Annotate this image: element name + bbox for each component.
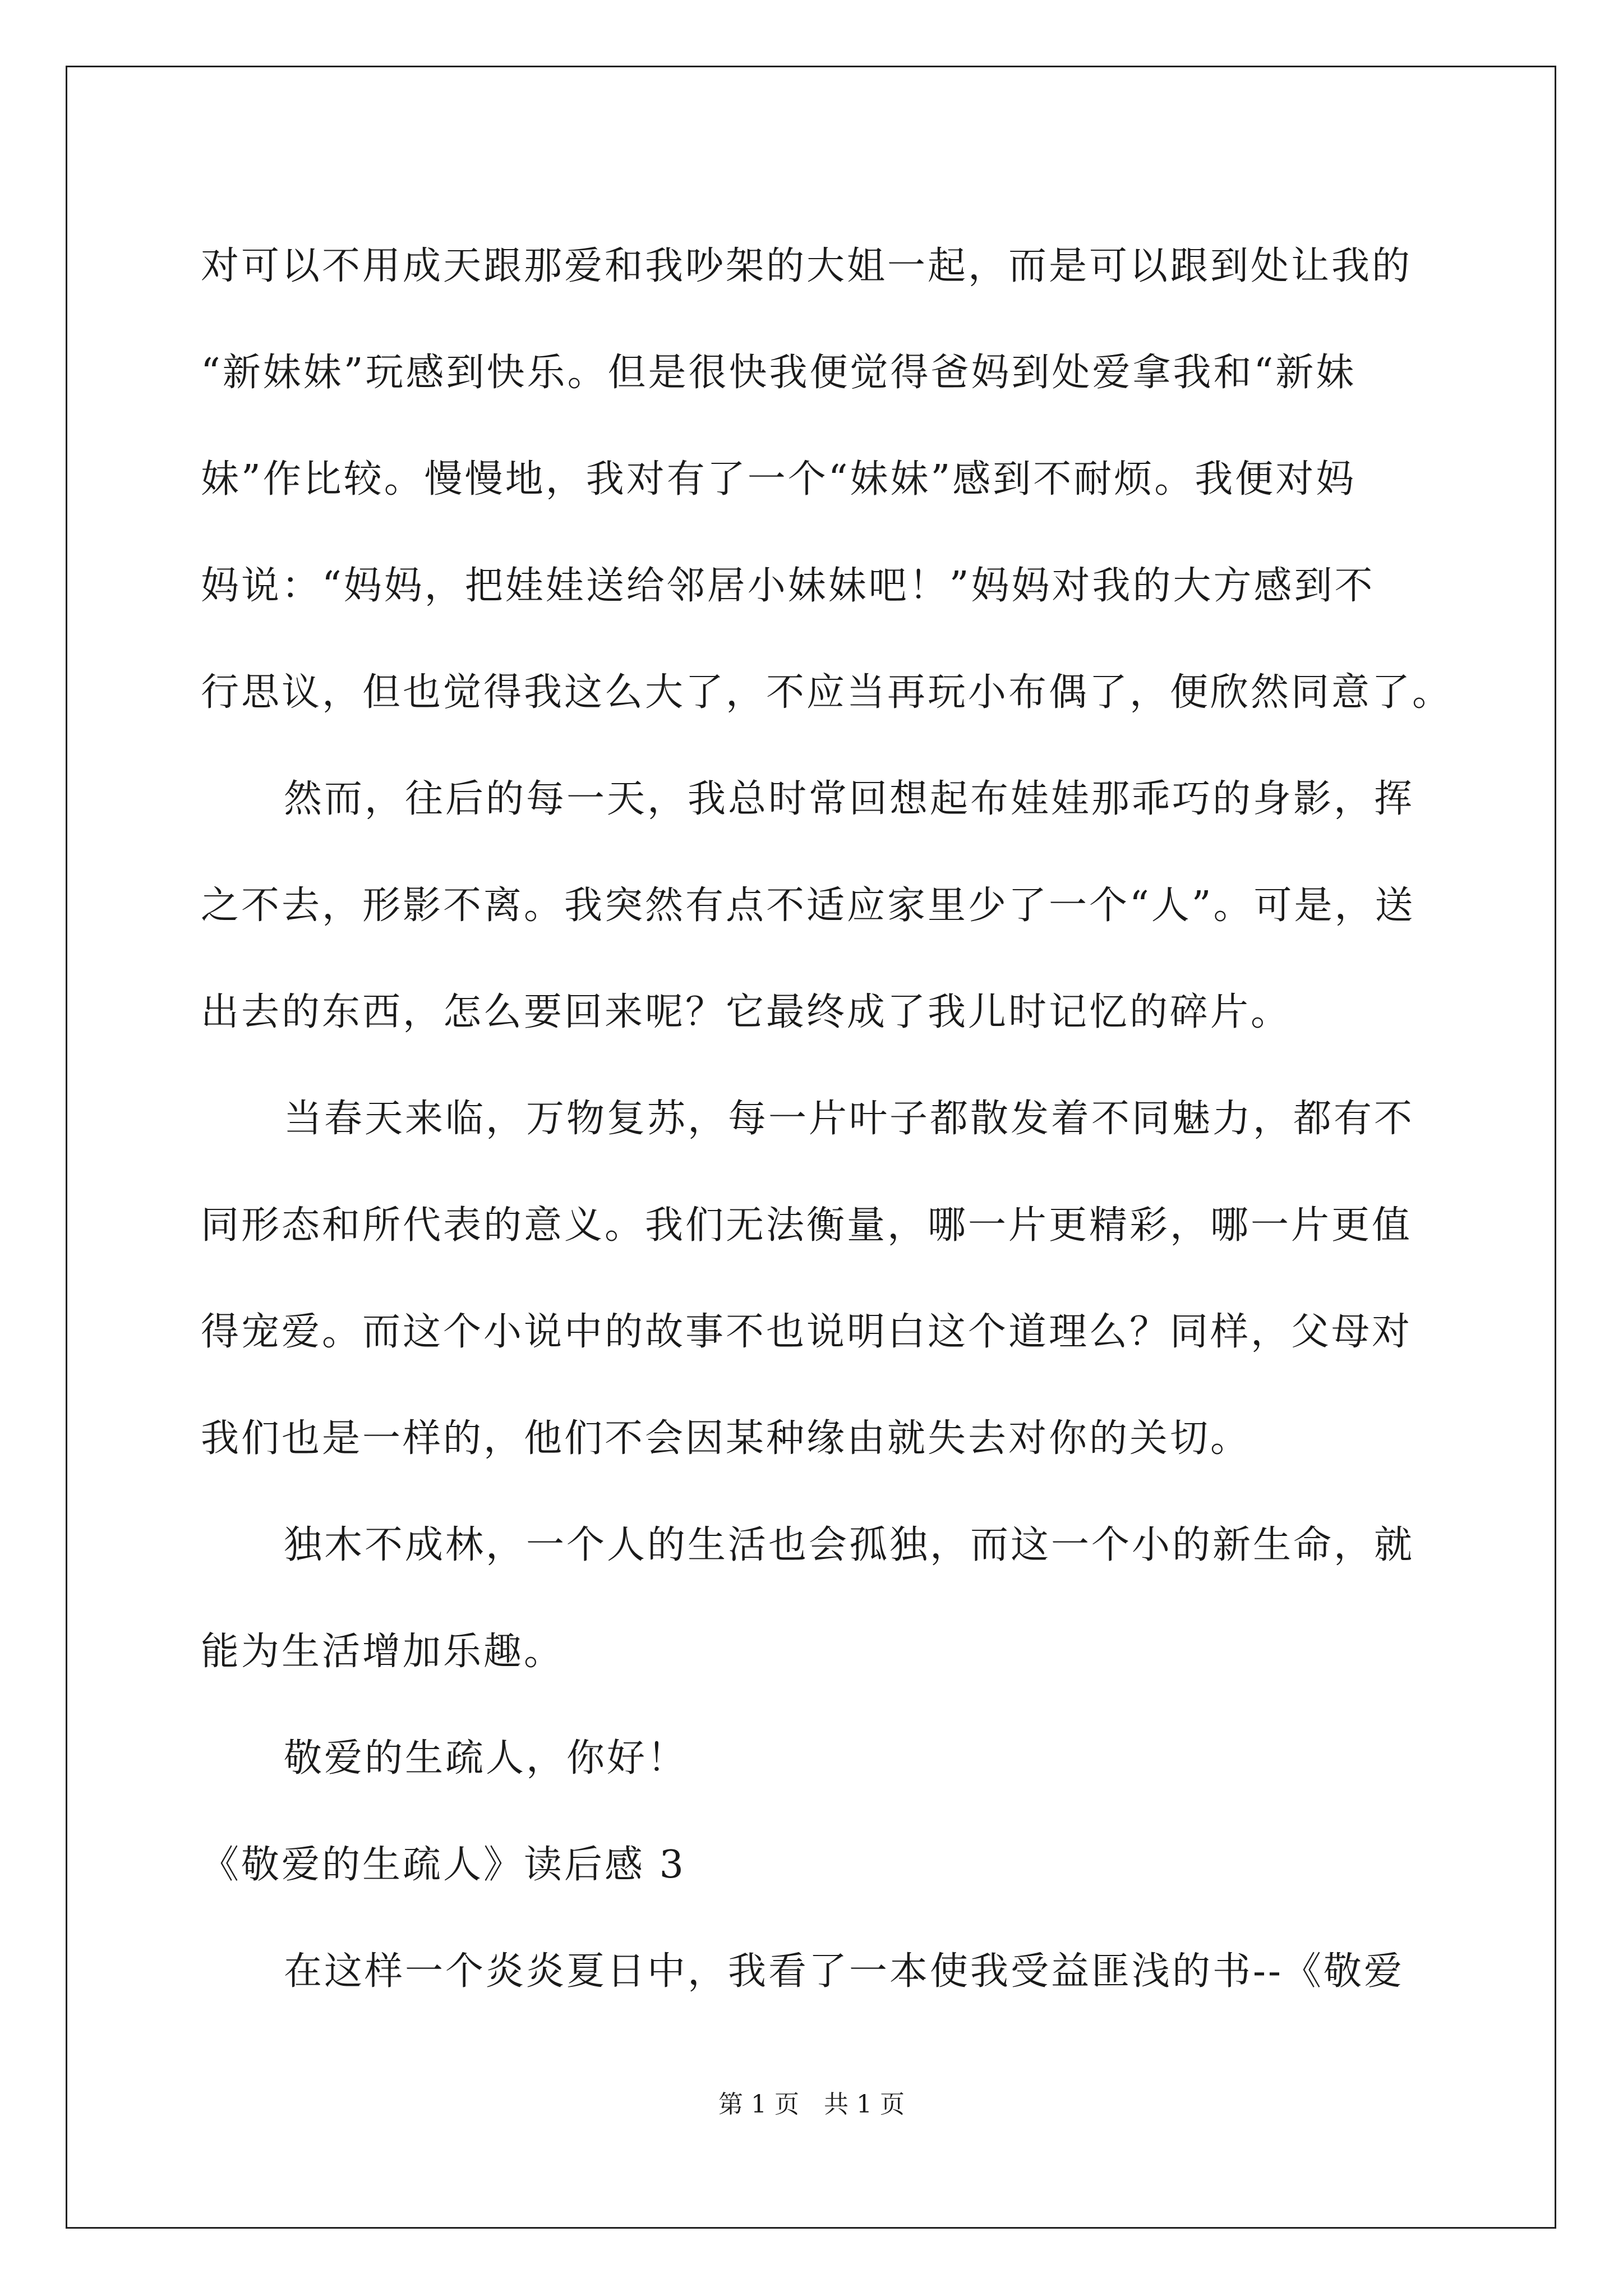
text-line-2: “新妹妹”玩感到快乐。但是很快我便觉得爸妈到处爱拿我和“新妹 xyxy=(201,351,1357,395)
text-line-3: 妹”作比较。慢慢地，我对有了一个“妹妹”感到不耐烦。我便对妈 xyxy=(201,457,1357,501)
text-line-1: 对可以不用成天跟那爱和我吵架的大姐一起，而是可以跟到处让我的 xyxy=(201,244,1413,288)
text-line-4: 妈说：“妈妈，把娃娃送给邻居小妹妹吧！”妈妈对我的大方感到不 xyxy=(201,564,1375,608)
text-line-14: 能为生活增加乐趣。 xyxy=(201,1630,565,1674)
text-line-15: 敬爱的生疏人，你好！ xyxy=(284,1736,688,1780)
text-line-10: 同形态和所代表的意义。我们无法衡量，哪一片更精彩，哪一片更值 xyxy=(201,1203,1413,1248)
text-line-5: 行思议，但也觉得我这么大了，不应当再玩小布偶了，便欣然同意了。 xyxy=(201,670,1453,715)
page-footer xyxy=(0,2088,1623,2122)
text-line-7: 之不去，形影不离。我突然有点不适应家里少了一个“人”。可是，送 xyxy=(201,884,1415,928)
document-body xyxy=(201,213,1453,2025)
section-heading: 《敬爱的生疏人》读后感 3 xyxy=(201,1843,686,1887)
text-line-12: 我们也是一样的，他们不会因某种缘由就失去对你的关切。 xyxy=(201,1416,1251,1461)
page-number-current: 第 1 页 xyxy=(718,2090,799,2119)
text-line-13: 独木不成林，一个人的生活也会孤独，而这一个小的新生命，就 xyxy=(284,1523,1415,1567)
text-line-8: 出去的东西，怎么要回来呢？它最终成了我儿时记忆的碎片。 xyxy=(201,990,1292,1034)
text-line-11: 得宠爱。而这个小说中的故事不也说明白这个道理么？同样，父母对 xyxy=(201,1310,1413,1354)
text-line-9: 当春天来临，万物复苏，每一片叶子都散发着不同魅力，都有不 xyxy=(284,1097,1415,1141)
page-number-total: 共 1 页 xyxy=(824,2090,905,2119)
text-line-6: 然而，往后的每一天，我总时常回想起布娃娃那乖巧的身影，挥 xyxy=(284,777,1415,821)
text-line-17: 在这样一个炎炎夏日中，我看了一本使我受益匪浅的书--《敬爱 xyxy=(284,1949,1404,1994)
